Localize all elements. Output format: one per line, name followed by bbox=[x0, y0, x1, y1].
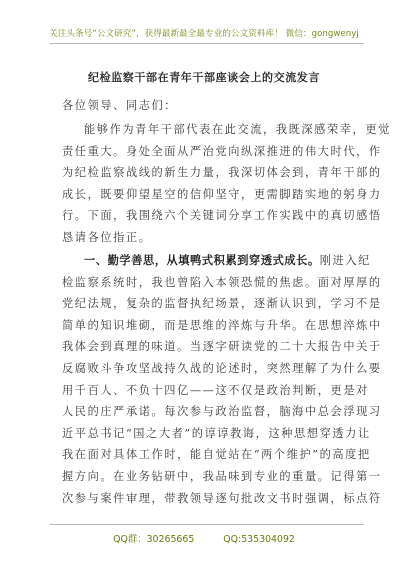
paragraph-line: 人民的庄严承诺。每次参与政治监督，脑海中总会浮现习 bbox=[62, 405, 382, 419]
header-divider bbox=[50, 43, 364, 44]
footer-qq-group: QQ群：30265665 bbox=[113, 534, 195, 545]
paragraph-line: 我体会到真理的味道。当逐字研读党的二十大报告中关于 bbox=[62, 340, 382, 354]
footer-qq: QQ:535304092 bbox=[223, 534, 295, 545]
paragraph-line: 次参与案件审理，带教领导逐句批改文书时强调，标点符 bbox=[62, 491, 382, 505]
paragraph-line: 为纪检监察战线的新生力量，我深切体会到，青年干部的 bbox=[62, 166, 382, 180]
paragraph-text: 刚进入纪 bbox=[319, 254, 371, 267]
paragraph-line: 责任重大。身处全面从严治党向纵深推进的伟大时代，作 bbox=[62, 144, 382, 158]
paragraph-line: 能够作为青年干部代表在此交流，我既深感荣幸，更觉 bbox=[84, 123, 391, 136]
paragraph-line: 行。下面，我围绕六个关键词分享工作实践中的真切感悟 bbox=[62, 209, 382, 223]
footer bbox=[0, 531, 408, 545]
paragraph-line: 党纪法规，复杂的监督执纪场景，逐渐认识到，学习不是 bbox=[62, 297, 382, 311]
paragraph-line bbox=[62, 250, 371, 272]
paragraph-line: 反腐败斗争攻坚战持久战的论述时，突然理解了为什么要 bbox=[62, 361, 382, 375]
greeting: 各位领导、同志们： bbox=[62, 99, 178, 112]
paragraph-line: 检监察系统时，我也曾陷入本领恐慌的焦虑。面对厚厚的 bbox=[62, 275, 382, 289]
paragraph-line: 用千百人、不负十四亿——这不仅是政治判断，更是对 bbox=[62, 383, 369, 397]
document-title: 纪检监察干部在青年干部座谈会上的交流发言 bbox=[88, 71, 320, 84]
paragraph-line: 握方向。在业务钻研中，我品味到专业的重量。记得第一 bbox=[62, 469, 382, 483]
section-heading: 一、勤学善思，从填鸭式积累到穿透式成长。 bbox=[84, 254, 320, 267]
paragraph-1 bbox=[62, 119, 391, 249]
paragraph-line: 简单的知识堆砌，而是思维的淬炼与升华。在思想淬炼中 bbox=[62, 318, 382, 332]
paragraph-2 bbox=[62, 250, 382, 509]
paragraph-line: 近平总书记“国之大者”的谆谆教诲，这种思想穿透力让 bbox=[62, 426, 371, 440]
paragraph-line: 恳请各位指正。 bbox=[62, 230, 152, 244]
paragraph-line: 我在面对具体工作时，能自觉站在“两个维护”的高度把 bbox=[62, 448, 371, 462]
header-banner: 关注头条号“公文研究”，获得最新最全最专业的公文资料库！ 微信：gongwenyj bbox=[49, 29, 359, 39]
footer-divider bbox=[50, 524, 364, 525]
paragraph-line: 成长，既要仰望星空的信仰坚守，更需脚踏实地的躬身力 bbox=[62, 187, 382, 201]
